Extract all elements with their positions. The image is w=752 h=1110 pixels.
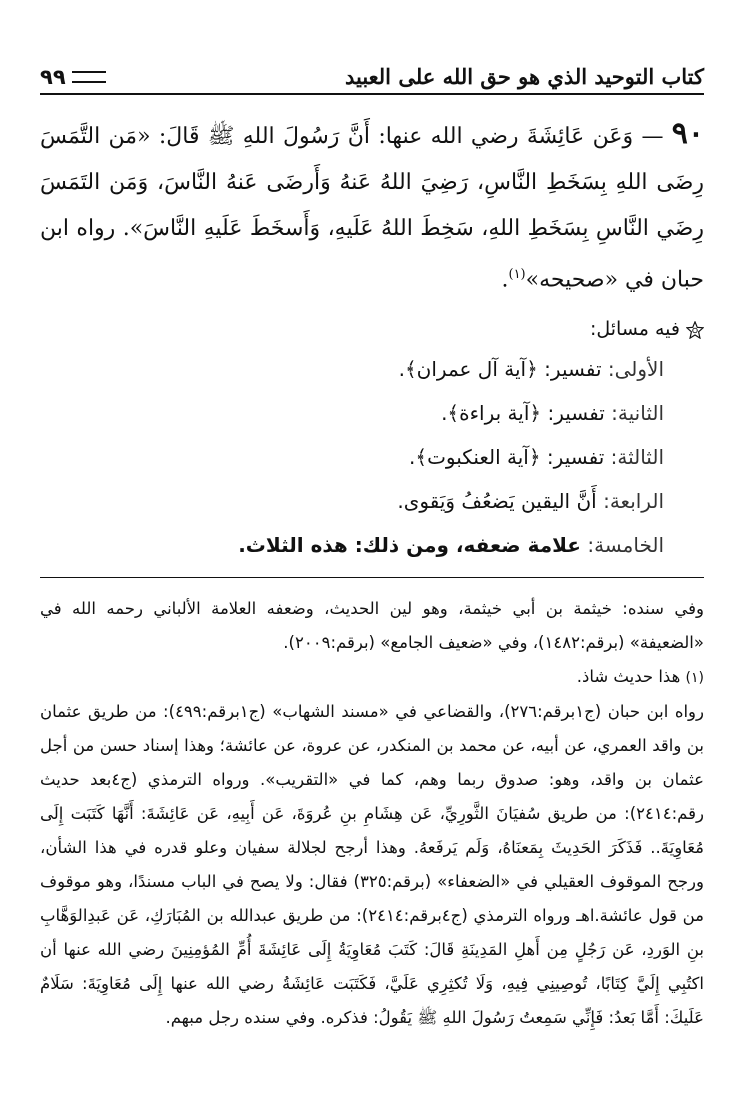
hadith-number: ٩٠ [671, 116, 705, 151]
footnote-first-line [40, 660, 704, 695]
issue-label: الثالثة: [610, 445, 664, 470]
issue-text: تفسير: ﴿آية العنكبوت﴾. [409, 445, 605, 470]
issue-text: علامة ضعفه، ومن ذلك: هذه الثلاث. [238, 533, 581, 558]
issue-text: تفسير: ﴿آية براءة﴾. [441, 401, 605, 426]
hadith-end: . [501, 267, 509, 293]
hadith-paragraph [40, 111, 704, 303]
issues-heading [40, 311, 704, 347]
footnote-marker: (١) [508, 267, 526, 282]
issue-text: تفسير: ﴿آية آل عمران﴾. [398, 357, 602, 382]
hadith-dash: — [641, 124, 664, 149]
issue-label: الخامسة: [587, 533, 664, 558]
issue-item [40, 435, 664, 479]
issue-item [40, 523, 664, 567]
header-rule [40, 93, 704, 95]
page-number-value: ٩٩ [40, 65, 66, 89]
issue-item [40, 479, 664, 523]
footnote-body: رواه ابن حبان (ج١برقم:٢٧٦)، والقضاعي في «مسند الشهاب» (ج١برقم:٤٩٩): من طريق عثمان بن واقد العمري، عن أبيه، عن محمد بن المنكدر، عن عروة، عن عائشة؛ وهذا إسناد حسن من أجل عثمان بن واقد، وهو: صدوق ربما وهم، كما في «التقريب». ورواه الترمذي (ج٤بعد حديث رقم:٢٤١٤): من طريق سُفيَانَ الثَّورِيِّ، عَن هِشَامِ بنِ عُروَةَ، عَن أَبِيهِ، عَن عَائِشَةَ: أَنَّهَا كَتَبَت إِلَى مُعَاوِيَةَ.. فَذَكَرَ الحَدِيثَ بِمَعنَاهُ، وَلَم يَرفَعهُ. وهذا أرجح لجلالة سفيان وعلو قدره في هذا الشأن، ورجح الموقوف العقيلي في «الضعفاء» (برقم:٣٢٥) فقال: ولا يصح في الباب مسندًا، وهو موقوف من قول عائشة.اهـ ورواه الترمذي (ج٤برقم:٢٤١٤): من طريق عبدالله بن المُبَارَكِ، عَن عَبدِالوَهَّابِ بنِ الوَردِ، عَن رَجُلٍ مِن أَهلِ المَدِينَةِ قَالَ: كَتَبَ مُعَاوِيَةُ إِلَى عَائِشَةَ أُمِّ المُؤمِنِينَ رضي الله عنها أن اكتُبِي إِلَيَّ كِتَابًا، تُوصِينِي فِيهِ، وَلَا تُكثِرِي عَلَيَّ، فَكَتَبَت عَائِشَةُ رضي الله عنها إِلَى مُعَاوِيَةَ: سَلَامٌ عَلَيكَ: أَمَّا بَعدُ: فَإِنِّي سَمِعتُ رَسُولَ اللهِ ﷺ يَقُولُ: فذكره. وفي سنده رجل مبهم. [40, 702, 705, 1028]
hadith-text: وَعَن عَائِشَةَ رضي الله عنها: أَنَّ رَسُولَ اللهِ ﷺ قَالَ: «مَن التَّمَسَ رِضَى اللهِ بِسَخَطِ النَّاسِ، رَضِيَ اللهُ عَنهُ وَأَرضَى عَنهُ النَّاسَ، وَمَن التَمَسَ رِضَي النَّاسِ بِسَخَطِ اللهِ، سَخِطَ اللهُ عَلَيهِ، وَأَسخَطَ عَلَيهِ النَّاسَ». رواه ابن حبان في «صحيحه» [40, 124, 704, 293]
issue-label: الثانية: [611, 401, 664, 426]
footnote-separator [40, 577, 704, 578]
footnotes-section [40, 592, 704, 1035]
issue-item [40, 391, 664, 435]
issues-title: فيه مسائل: [589, 318, 680, 341]
footnote-verdict: هذا حديث شاذ. [576, 667, 681, 687]
issue-text: أَنَّ اليقين يَضعُفُ وَيَقوى. [397, 489, 597, 514]
issue-label: الأولى: [607, 357, 664, 382]
ornament-star-icon [686, 321, 704, 339]
footnote-number: (١) [685, 670, 704, 687]
issue-item [40, 347, 664, 391]
document-page [40, 55, 704, 1035]
header-ornament-bars [72, 71, 106, 83]
book-title: كتاب التوحيد الذي هو حق الله على العبيد [344, 64, 704, 89]
issues-list [40, 347, 704, 567]
issue-label: الرابعة: [603, 489, 664, 514]
running-header [40, 55, 704, 89]
page-number [40, 65, 106, 89]
footnote-continuation: وفي سنده: خيثمة بن أبي خيثمة، وهو لين الحديث، وضعفه العلامة الألباني رحمه الله في «الضعيفة» (برقم:١٤٨٢)، وفي «ضعيف الجامع» (برقم:٢٠٠٩). [40, 599, 704, 653]
